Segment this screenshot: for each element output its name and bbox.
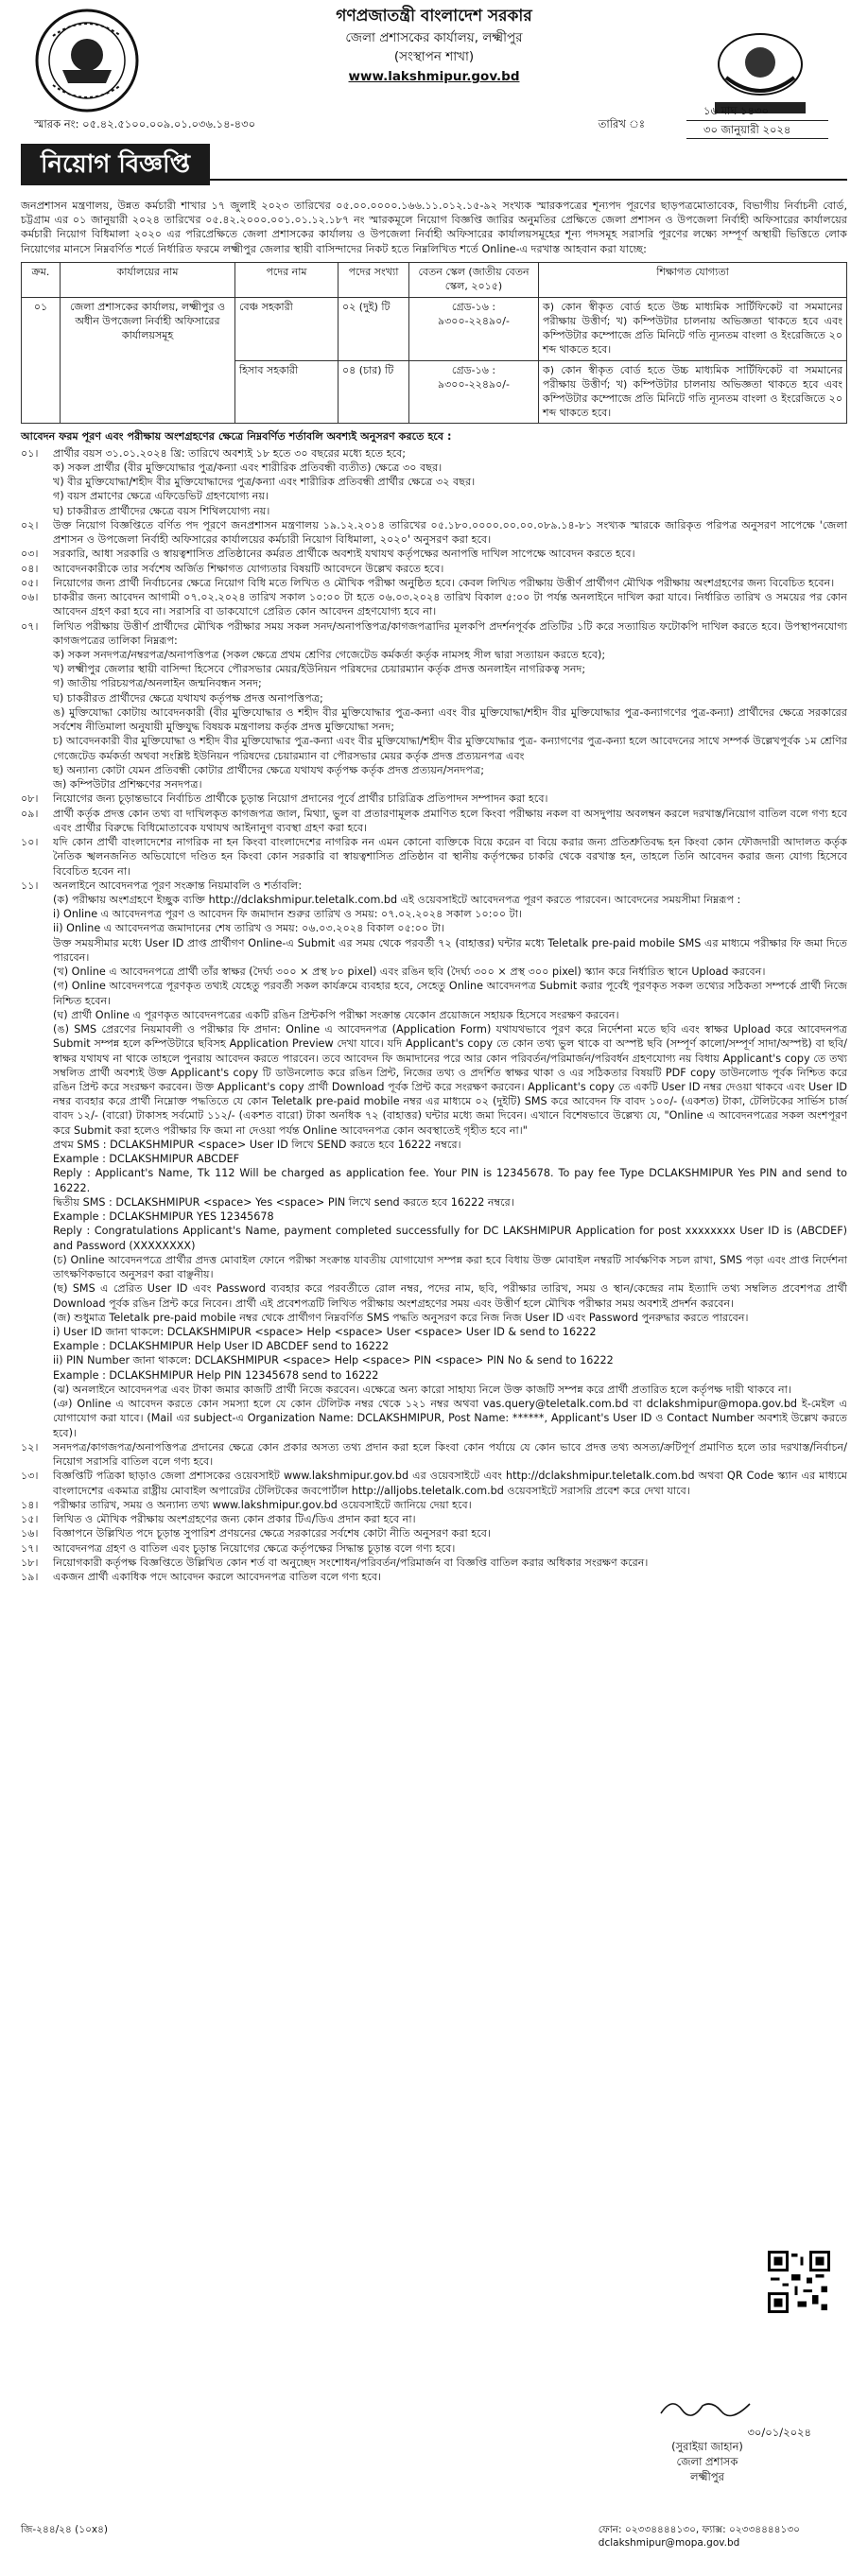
scale-cell <box>409 360 539 424</box>
condition-line: (ঝ) অনলাইনে আবেদনপত্র এবং টাকা জমার কাজটি প্রার্থী নিজে করবেন। এক্ষেত্রে অন্য কারো সাহায্য নিলে উক্ত কাজটি সম্পন্ন করে প্রার্থী প্রতারিত হলে কর্তৃপক্ষ দায়ী থাকবে না। <box>53 1383 791 1396</box>
condition-body <box>53 1556 847 1570</box>
banner-row <box>21 142 847 195</box>
condition-line: পরীক্ষার তারিখ, সময় ও অন্যান্য তথ্য www.lakshmipur.gov.bd ওয়েবসাইটে জানিয়ে দেয়া হবে। <box>53 1498 472 1511</box>
condition-item <box>21 590 847 618</box>
condition-number: ১৫। <box>21 1513 39 1526</box>
condition-line: (চ) Online আবেদনপত্রে প্রার্থীর প্রদত্ত মোবাইল ফোনে পরীক্ষা সংক্রান্ত যাবতীয় যোগাযোগ সম্পন্ন করা হবে বিধায় উক্ত মোবাইল নম্বরটি সার্বক্ষণিক সচল রাখা, SMS পড়া এবং প্রাপ্ত নির্দেশনা তাৎক্ষণিকভাবে অনুসরণ করা বাঞ্ছনীয়। <box>53 1253 847 1281</box>
phone-text: ফোন: ০২৩৩৪৪৪৪১৩০, ফ্যাক্স: ০২৩৩৪৪৪৪১৩০ <box>598 2524 800 2535</box>
col-header-count: পদের সংখ্যা <box>339 262 409 297</box>
col-header-serial: ক্রম. <box>22 262 61 297</box>
date-bangla: ১৬ মাঘ ১৪৩০ <box>686 102 828 121</box>
condition-line: আবেদনপত্র গ্রহণ ও বাতিল এবং চূড়ান্ত নিয়োগের ক্ষেত্রে কর্তৃপক্ষের সিদ্ধান্ত চূড়ান্ত বলে গণ্য হবে। <box>53 1541 456 1555</box>
condition-line: বিজ্ঞপ্তিটি পত্রিকা ছাড়াও জেলা প্রশাসকের ওয়েবসাইট www.lakshmipur.gov.bd এর ওয়েবসাইটে এবং http://dclakshmipur.teletalk.com.bd অথবা QR Code স্ক্যান এর মাধ্যমে বাংলাদেশের একমাত্র রাষ্ট্রীয় মোবাইল অপারেটর টেলিটকের জবপোর্টাল http://alljobs.teletalk.com.bd ওয়েবসাইটে সরাসরি প্রবেশ করে দেখা যাবে। <box>53 1470 847 1497</box>
condition-item <box>21 547 847 561</box>
condition-line: প্রার্থী কর্তৃক প্রদত্ত কোন তথ্য বা দাখিলকৃত কাগজপত্র জাল, মিথ্যা, ভুল বা প্রতারণামূলক প্রমাণিত হলে কিংবা পরীক্ষায় নকল বা অসদুপায় অবলম্বন করলে দরখাস্ত/নিয়োগ বাতিল বলে গণ্য হবে এবং প্রার্থীর বিরুদ্ধে বিধিমোতাবেক যথাযথ আইনানুগ ব্যবস্থা গ্রহণ করা হবে। <box>53 807 847 834</box>
condition-line: (ঞ) Online এ আবেদন করতে কোন সমস্যা হলে যে কোন টেলিটক নম্বর থেকে ১২১ নম্বর অথবা vas.query@teletalk.com.bd বা dclakshmipur@mopa.gov.bd ই-মেইল এ যোগাযোগ করা যাবে। (Mail এর subject-এ Organization Name: DCLAKSHMIPUR, Post Name: ******, Applicant's User ID ও Contact Number অবশ্যই উল্লেখ করতে হবে)। <box>53 1398 847 1439</box>
condition-body <box>53 1526 847 1540</box>
scale-cell <box>409 297 539 360</box>
condition-line: গ) জাতীয় পরিচয়পত্র/অনলাইন জন্মনিবন্ধন সনদ; <box>53 677 262 690</box>
condition-line: Example : DCLAKSHMIPUR ABCDEF <box>53 1153 240 1166</box>
condition-line: নিয়োগকারী কর্তৃপক্ষ বিজ্ঞপ্তিতে উল্লিখিত কোন শর্ত বা অনুচ্ছেদ সংশোধন/পরিবর্তন/পরিমার্জন বা বিজ্ঞপ্তি বাতিল করার অধিকার সংরক্ষণ করেন। <box>53 1556 649 1569</box>
condition-body <box>53 619 847 792</box>
condition-line: Example : DCLAKSHMIPUR Help PIN 12345678 send to 16222 <box>53 1368 379 1382</box>
condition-body <box>53 1469 847 1497</box>
conditions-list <box>21 446 847 1585</box>
condition-line: যদি কোন প্রার্থী বাংলাদেশের নাগরিক না হন কিংবা বাংলাদেশের নাগরিক নন এমন কোনো ব্যক্তিকে বিয়ে করেন বা বিয়ে করার জন্য প্রতিশ্রুতিবদ্ধ হন কিংবা কোন ফৌজদারী আদালত কর্তৃক নৈতিক স্খলনজনিত অভিযোগে দণ্ডিত হন কিংবা কোন সরকারি বা স্বায়ত্বশাসিত প্রতিষ্ঠান বা স্থানীয় কর্তৃপক্ষের চাকরি থেকে বরখাস্ত হন, তাহলে তিনি আবেদন করার জন্য যোগ্য হিসেবে বিবেচিত হবেন না। <box>53 836 847 878</box>
condition-number: ১৩। <box>21 1470 39 1483</box>
condition-line: Example : DCLAKSHMIPUR Help User ID ABCDEF send to 16222 <box>53 1340 390 1353</box>
date-english: ৩০ জানুয়ারী ২০২৪ <box>686 121 828 140</box>
condition-line: (ঘ) প্রার্থী Online এ পূরণকৃত আবেদনপত্রের একটি রঙিন প্রিন্টকপি পরীক্ষা সংক্রান্ত যেকোন প্রয়োজনে সহায়ক হিসেবে সংরক্ষণ করবেন। <box>53 1008 619 1021</box>
condition-item <box>21 792 847 806</box>
conditions-heading: আবেদন ফরম পূরণ এবং পরীক্ষায় অংশগ্রহণের ক্ষেত্রে নিম্নবর্ণিত শর্তাবলি অবশ্যই অনুসরণ করতে হবে : <box>21 430 452 444</box>
intro-paragraph: জনপ্রশাসন মন্ত্রণালয়, উন্নত কর্মচারী শাখার ১৭ জুলাই ২০২৩ তারিখের ০৫.০০.০০০০.১৬৬.১১.০১২.১৫-৯২ সংখ্যক স্মারকপত্রের শূন্যপদ পূরণের ছাড়পত্রমোতাবেক, বিভাগীয় নির্বাচনী বোর্ড, চট্টগ্রাম এর ০১ জানুয়ারী ২০২৪ তারিখের ০৫.৪২.২০০০.০০১.০১.১২.১৮৭ নং স্মারকমূলে নিয়োগ বিজ্ঞপ্তি জারির অনুমতির প্রেক্ষিতে জেলা প্রশাসন ও উপজেলা নির্বাহী অফিসারের কার্যালয়ের কর্মচারী নিয়োগ বিধিমালা ২০২০ এর পরিপ্রেক্ষিতে জেলা প্রশাসকের কার্যালয় ও উপজেলা নির্বাহী অফিসারের কার্যালয়সমূহের শূন্য পদসমূহ সরাসরি পূরণের লক্ষ্যে সম্পূর্ণ অস্থায়ী ভিত্তিতে লোক নিয়োগের মানসে নিম্নবর্ণিত শর্তে নির্ধারিত ফরমে লক্ষ্মীপুর জেলার স্থায়ী বাসিন্দাদের নিকট হতে নিম্নলিখিত শর্তে Online-এ দরখাস্ত আহবান করা যাচ্ছে: <box>21 200 847 255</box>
condition-body <box>53 562 847 576</box>
condition-item <box>21 562 847 576</box>
letter-header <box>21 0 847 142</box>
condition-item <box>21 807 847 835</box>
count-cell: ০২ (দুই) টি <box>339 297 409 360</box>
signatory-name: (সুরাইয়া জাহান) <box>671 2440 743 2454</box>
condition-number: ১৪। <box>21 1498 39 1511</box>
circular-banner: নিয়োগ বিজ্ঞপ্তি <box>21 144 210 185</box>
condition-item <box>21 879 847 1440</box>
condition-line: লিখিত পরীক্ষায় উত্তীর্ণ প্রার্থীদের মৌখিক পরীক্ষার সময় সকল সনদ/অনাপত্তিপত্র/কাগজপত্রাদির মূলকপি প্রদর্শনপূর্বক প্রতিটির ১টি করে সত্যায়িত ফটোকপি দাখিল করতে হবে। উপস্থাপনযোগ্য কাগজপত্রের তালিকা নিম্নরূপ: <box>53 619 847 647</box>
condition-line: চাকরীর জন্য আবেদন আগামী ০৭.০২.২০২৪ তারিখ সকাল ১০:০০ টা হতে ০৬.০৩.২০২৪ তারিখ বিকাল ৫:০০ টা পর্যন্ত অনলাইনে দাখিল করা যাবে। নির্ধারিত তারিখ ও সময়ের পর কোন আবেদন গ্রহণ করা হবে না। সরাসরি বা ডাকযোগে প্রেরিত কোন আবেদন গ্রহণযোগ্য হবে না। <box>53 591 847 618</box>
condition-line: একজন প্রার্থী একাধিক পদে আবেদন করলে আবেদনপত্র বাতিল বলে গণ্য হবে। <box>53 1570 382 1583</box>
condition-line: ঙ) মুক্তিযোদ্ধা কোটায় আবেদনকারী (বীর মুক্তিযোদ্ধার ও শহীদ বীর মুক্তিযোদ্ধার পুত্র-কন্যা এবং বীর মুক্তিযোদ্ধা/শহীদ বীর মুক্তিযোদ্ধার পুত্র-কন্যাগণের পুত্র-কন্যা) প্রার্থীদের ক্ষেত্রে সরকারের সর্বশেষ নীতিমালা অনুযায়ী মুক্তিযুদ্ধ বিষয়ক মন্ত্রণালয় কর্তৃক প্রদত্ত মুক্তিযোদ্ধা সনদ; <box>53 705 847 734</box>
condition-number: ১৮। <box>21 1556 39 1569</box>
qualification-cell: ক) কোন স্বীকৃত বোর্ড হতে উচ্চ মাধ্যমিক সার্টিফিকেট বা সমমানের পরীক্ষায় উত্তীর্ণ; খ) কম্পিউটার চালনায় অভিজ্ঞতা থাকতে হবে এবং কম্পিউটার কম্পোজে প্রতি মিনিটে গতি ন্যূনতম বাংলা ও ইংরেজিতে ২০ শব্দ থাকতে হবে। <box>539 360 847 424</box>
condition-line: ঘ) চাকরীরত প্রার্থীদের ক্ষেত্রে যথাযথ কর্তৃপক্ষ প্রদত্ত অনাপত্তিপত্র; <box>53 691 323 705</box>
col-header-office: কার্যালয়ের নাম <box>61 262 235 297</box>
condition-number: ০৩। <box>21 548 39 561</box>
scale-text: ৯৩০০-২২৪৯০/- <box>438 377 510 391</box>
serial-cell: ০১ <box>22 297 61 424</box>
condition-number: ১২। <box>21 1440 39 1453</box>
condition-line: i) Online এ আবেদনপত্র পূরণ ও আবেদন ফি জমাদান শুরুর তারিখ ও সময়: ০৭.০২.২০২৪ সকাল ১০:০০ টা। <box>53 908 523 921</box>
condition-number: ১৬। <box>21 1527 39 1540</box>
condition-body <box>53 1570 847 1584</box>
condition-body <box>53 879 847 1440</box>
grade-text: গ্রেড-১৬ : <box>451 300 496 313</box>
condition-item <box>21 446 847 518</box>
condition-number: ১০। <box>21 836 39 849</box>
condition-line: (খ) Online এ আবেদনপত্রে প্রার্থী তাঁর স্বাক্ষর (দৈর্ঘ্য ৩০০ × প্রস্থ ৮০ pixel) এবং রঙিন ছবি (দৈর্ঘ্য ৩০০ × প্রস্থ ৩০০ pixel) স্ক্যান করে নির্ধারিত স্থানে Upload করবেন। <box>53 966 766 979</box>
issue-date <box>686 102 828 139</box>
condition-line: খ) লক্ষ্মীপুর জেলার স্থায়ী বাসিন্দা হিসেবে পৌরসভার মেয়র/ইউনিয়ন পরিষদের চেয়ারম্যান কর্তৃক প্রদত্ত অনলাইন নাগরিকত্ব সনদ; <box>53 663 586 676</box>
condition-body <box>53 1440 847 1469</box>
condition-line: গ) বয়স প্রমাণের ক্ষেত্রে এফিডেভিট গ্রহণযোগ্য নয়। <box>53 490 269 503</box>
condition-item <box>21 619 847 792</box>
condition-line: নিয়োগের জন্য প্রার্থী নির্বাচনের ক্ষেত্রে নিয়োগ বিধি মতে লিখিত ও মৌখিক পরীক্ষা অনুষ্ঠিত হবে। কেবল লিখিত পরীক্ষায় উত্তীর্ণ প্রার্থীগণ মৌখিক পরীক্ষায় অংশগ্রহণের জন্য বিবেচিত হবেন। <box>53 576 835 589</box>
condition-line: (ঙ) SMS প্রেরণের নিয়মাবলী ও পরীক্ষার ফি প্রদান: Online এ আবেদনপত্র (Application Form) যথাযথভাবে পূরণ করে নির্দেশনা মতে ছবি এবং স্বাক্ষর Upload করে আবেদনপত্র Submit সম্পন্ন হলে কম্পিউটারে ছবিসহ Application Preview দেখা যাবে। যদি Applicant's copy তে কোন তথ্য ভুল থাকে বা অস্পষ্ট ছবি (সম্পূর্ণ কালো/সম্পূর্ণ সাদা/অস্পষ্ট) বা ছবি/স্বাক্ষর যথাযথ না থাকে তাহলে পুনরায় আবেদন করতে পারবেন। তবে আবেদন ফি জমাদানের পরে আর কোন পরিবর্তন/পরিমার্জন/পরিবর্ধন গ্রহণযোগ্য নয় বিধায় Applicant's copy তে তথ্য সম্বলিত প্রার্থী অবশ্যই উক্ত Applicant's copy টি ডাউনলোড করে রঙিন প্রিন্ট, নিজের তথ্য ও প্রদর্শিত স্বাক্ষর থাকা ও এর সঠিকতার বিষয়টি PDF copy ডাউনলোড পূর্বক নিশ্চিত করে রঙিন প্রিন্ট করে সংরক্ষণ করবেন। উক্ত Applicant's copy প্রার্থী Download পূর্বক প্রিন্ট করে সংরক্ষণ করবেন। Applicant's copy তে একটি User ID নম্বর দেওয়া থাকবে এবং User ID নম্বর ব্যবহার করে প্রার্থী নিম্নোক্ত পদ্ধতিতে যে কোন Teletalk pre-paid mobile নম্বর এর মাধ্যমে ০২ (দুইটি) SMS করে আবেদন ফি বাবদ ১০০/- (একশত) টাকা, টেলিটকের সার্ভিস চার্জ বাবদ ১২/- (বারো) টাকাসহ সর্বমোট ১১২/- (একশত বারো) টাকা অনধিক ৭২ (বাহাত্তর) ঘন্টার মধ্যে জমা দিবেন। এখানে বিশেষভাবে উল্লেখ্য যে, "Online এ আবেদনপত্রের সকল অংশপূরণ করে Submit করা হলেও পরীক্ষার ফি জমা না দেওয়া পর্যন্ত Online আবেদনপত্র কোন অবস্থাতেই গৃহীত হবে না।" <box>53 1023 847 1137</box>
condition-line: চ) আবেদনকারী বীর মুক্তিযোদ্ধা ও শহীদ বীর মুক্তিযোদ্ধার পুত্র-কন্যা এবং বীর মুক্তিযোদ্ধা/শহীদ বীর মুক্তিযোদ্ধার পুত্র- কন্যাগণের পুত্র-কন্যা হলে আবেদনের সাথে সম্পর্ক উল্লেখপূর্বক ১ম শ্রেণির গেজেটেড কর্মকর্তা অথবা সংশ্লিষ্ট ইউনিয়ন পরিষদের চেয়ারম্যান বা পৌরসভার মেয়র কর্তৃক প্রদত্ত প্রত্যয়নপত্র এবং <box>53 735 847 762</box>
condition-body <box>53 807 847 835</box>
condition-line: প্রথম SMS : DCLAKSHMIPUR <space> User ID লিখে SEND করতে হবে 16222 নম্বরে। <box>53 1138 461 1151</box>
condition-number: ০৫। <box>21 576 39 589</box>
condition-item <box>21 1469 847 1497</box>
condition-line: Example : DCLAKSHMIPUR YES 12345678 <box>53 1210 274 1224</box>
condition-line: (ক) পরীক্ষায় অংশগ্রহণে ইচ্ছুক ব্যক্তি http://dclakshmipur.teletalk.com.bd এই ওয়েবসাইটে আবেদনপত্র পূরণ করতে পারবেন। আবেদনের সময়সীমা নিম্নরূপ : <box>53 893 741 906</box>
website-link[interactable]: www.lakshmipur.gov.bd <box>348 68 520 84</box>
contact-info <box>599 2523 800 2550</box>
condition-body <box>53 1512 847 1526</box>
condition-line: i) User ID জানা থাকলে: DCLAKSHMIPUR <space> Help <space> User <space> User ID & send to 16222 <box>53 1326 597 1338</box>
table-header-row <box>22 262 847 297</box>
col-header-qualification: শিক্ষাগত যোগ্যতা <box>539 262 847 297</box>
condition-line: বিজ্ঞাপনে উল্লিখিত পদে চূড়ান্ত সুপারিশ প্রণয়নের ক্ষেত্রে সরকারের সর্বশেষ কোটা নীতি অনুসরণ করা হবে। <box>53 1527 491 1540</box>
table-row <box>22 297 847 360</box>
section-name: (সংস্থাপন শাখা) <box>393 49 475 65</box>
office-name: জেলা প্রশাসকের কার্যালয়, লক্ষ্মীপুর <box>345 30 523 46</box>
count-cell: ০৪ (চার) টি <box>339 360 409 424</box>
date-label: তারিখ ঃ <box>598 117 645 131</box>
condition-line: লিখিত ও মৌখিক পরীক্ষায় অংশগ্রহণের জন্য কোন প্রকার টিএ/ডিএ প্রদান করা হবে না। <box>53 1513 416 1526</box>
condition-body <box>53 518 847 547</box>
condition-number: ০৪। <box>21 562 39 575</box>
condition-body <box>53 835 847 879</box>
condition-line: আবেদনকারীকে তার সর্বশেষ অর্জিত শিক্ষাগত যোগ্যতার বিষয়টি আবেদনে উল্লেখ করতে হবে। <box>53 562 444 575</box>
condition-number: ১১। <box>21 879 39 892</box>
condition-line: প্রার্থীর বয়স ৩১.০১.২০২৪ খ্রি: তারিখে অবশ্যই ১৮ হতে ৩০ বছরের মধ্যে হতে হবে; <box>53 446 407 460</box>
signature-block <box>603 2393 811 2484</box>
condition-number: ০৭। <box>21 619 39 633</box>
signatory-district: লক্ষ্মীপুর <box>690 2469 724 2483</box>
condition-body <box>53 1498 847 1512</box>
condition-line: ঘ) চাকরীরত প্রার্থীদের ক্ষেত্রে বয়স শিথিলযোগ্য নয়। <box>53 504 270 517</box>
condition-line: Reply : Applicant's Name, Tk 112 Will be charged as application fee. Your PIN is 12345678. To pay fee Type DCLAKSHMIPUR Yes PIN and send to 16222. <box>53 1167 847 1194</box>
scale-text: ৯৩০০-২২৪৯০/- <box>438 314 510 327</box>
grade-text: গ্রেড-১৬ : <box>451 363 496 376</box>
condition-line: Reply : Congratulations Applicant's Name, payment completed successfully for DC LAKSHMIPUR Application for post xxxxxxxx User ID is (ABCDEF) and Password (XXXXXXXX) <box>53 1225 847 1252</box>
condition-line: অনলাইনে আবেদনপত্র পূরণ সংক্রান্ত নিয়মাবলি ও শর্তাবলি: <box>53 879 303 892</box>
condition-number: ০৬। <box>21 591 39 604</box>
condition-number: ০১। <box>21 446 39 460</box>
condition-item <box>21 576 847 590</box>
condition-item <box>21 1512 847 1526</box>
col-header-post: পদের নাম <box>235 262 339 297</box>
condition-line: ক) সকল প্রার্থীর (বীর মুক্তিযোদ্ধার পুত্র/কন্যা এবং শারীরিক প্রতিবন্ধী ব্যতীত) ক্ষেত্রে ৩০ বছর। <box>53 461 443 474</box>
post-cell: বেঞ্চ সহকারী <box>235 297 339 360</box>
condition-item <box>21 1498 847 1512</box>
condition-line: দ্বিতীয় SMS : DCLAKSHMIPUR <space> Yes <space> PIN লিখে send করতে হবে 16222 নম্বরে। <box>53 1195 514 1209</box>
condition-body <box>53 547 847 561</box>
condition-number: ১৯। <box>21 1570 39 1583</box>
condition-body <box>53 792 847 806</box>
col-header-scale: বেতন স্কেল (জাতীয় বেতন স্কেল, ২০১৫) <box>409 262 539 297</box>
posts-table <box>21 262 847 425</box>
condition-line: সরকারি, আধা সরকারি ও স্বায়ত্বশাসিত প্রতিষ্ঠানের কর্মরত প্রার্থীকে অবশ্যই যথাযথ কর্তৃপক্ষের অনাপত্তি দাখিল সাপেক্ষে আবেদন করতে হবে। <box>53 548 635 561</box>
signatory-designation: জেলা প্রশাসক <box>676 2454 738 2468</box>
email-link[interactable]: dclakshmipur@mopa.gov.bd <box>598 2537 740 2550</box>
qualification-cell: ক) কোন স্বীকৃত বোর্ড হতে উচ্চ মাধ্যমিক সার্টিফিকেট বা সমমানের পরীক্ষায় উত্তীর্ণ; খ) কম্পিউটার চালনায় অভিজ্ঞতা থাকতে হবে এবং কম্পিউটার কম্পোজে প্রতি মিনিটে গতি ন্যূনতম বাংলা ও ইংরেজিতে ২০ শব্দ থাকতে হবে। <box>539 297 847 360</box>
signature-date: ৩০/০১/২০২৪ <box>747 2425 811 2439</box>
condition-item <box>21 1440 847 1469</box>
condition-line: উক্ত নিয়োগ বিজ্ঞপ্তিতে বর্ণিত পদ পূরণে জনপ্রশাসন মন্ত্রণালয় ১৯.১২.২০১৪ তারিখের ০৫.১৮০.০০০০.০০.০০.০৮৯.১৪-৮১ সংখ্যক স্মারকে জারিকৃত পরিপত্র অনুসরণ সাপেক্ষে 'জেলা প্রশাসন ও উপজেলা নির্বাহী অফিসারের কার্যালয়ের কর্মচারী নিয়োগ বিধিমালা, ২০২০' অনুসরণ করা হবে। <box>53 518 847 547</box>
post-cell: হিসাব সহকারী <box>235 360 339 424</box>
condition-line: ছ) অন্যান্য কোটা যেমন প্রতিবন্ধী কোটার প্রার্থীদের ক্ষেত্রে যথাযথ কর্তৃপক্ষ কর্তৃক প্রদত্ত প্রত্যয়ন/সনদপত্র; <box>53 763 484 776</box>
condition-body <box>53 576 847 590</box>
condition-line: সনদপত্র/কাগজপত্র/অনাপত্তিপত্র প্রদানের ক্ষেত্রে কোন প্রকার অসত্য তথ্য প্রদান করা হলে কিংবা কোন পর্যায়ে যে কোন ভাবে প্রদত্ত তথ্য অসত্য/ক্রটিপূর্ণ প্রমাণিত হলে তার দরখাস্ত/নির্বাচন/নিয়োগ সরাসরি বাতিল বলে গণ্য হবে। <box>53 1440 847 1469</box>
condition-line: (গ) Online আবেদনপত্রে পূরণকৃত তথ্যই যেহেতু পরবর্তী সকল কার্যক্রমে ব্যবহার হবে, সেহেতু Online আবেদনপত্র Submit করার পূর্বেই পূরণকৃত সকল তথ্যের সঠিকতা সম্পর্কে প্রার্থী নিজে নিশ্চিত হবেন। <box>53 980 847 1007</box>
condition-item <box>21 1556 847 1570</box>
condition-number: ১৭। <box>21 1541 39 1555</box>
condition-line: ক) সকল সনদপত্র/নম্বরপত্র/অনাপত্তিপত্র (সকল ক্ষেত্রে প্রথম শ্রেণির গেজেটেড কর্মকর্তা কর্তৃক নামসহ সীল দ্বারা সত্যায়ন করতে হবে); <box>53 648 606 661</box>
signature-icon <box>655 2393 759 2421</box>
condition-number: ০৯। <box>21 807 39 820</box>
office-cell: জেলা প্রশাসকের কার্যালয়, লক্ষ্মীপুর ও অধীন উপজেলা নির্বাহী অফিসারের কার্যালয়সমূহ <box>61 297 235 424</box>
condition-line: (ছ) SMS এ প্রেরিত User ID এবং Password ব্যবহার করে পরবর্তীতে রোল নম্বর, পদের নাম, ছবি, পরীক্ষার তারিখ, সময় ও স্থান/কেন্দ্রের নাম ইত্যাদি তথ্য সম্বলিত প্রবেশপত্র প্রার্থী Download পূর্বক রঙিন প্রিন্ট করে নিবেন। প্রার্থী এই প্রবেশপত্রটি লিখিত পরীক্ষায় অংশগ্রহণের সময় এবং উত্তীর্ণ হলে মৌখিক পরীক্ষার সময় অবশ্যই প্রদর্শন করবেন। <box>53 1282 847 1310</box>
divider <box>210 179 847 181</box>
condition-item <box>21 835 847 879</box>
condition-item <box>21 518 847 547</box>
condition-body <box>53 590 847 618</box>
condition-item <box>21 1526 847 1540</box>
condition-body <box>53 1541 847 1556</box>
print-memo: জি-২৪৪/২৪ (১০x৪) <box>21 2524 109 2535</box>
condition-item <box>21 1570 847 1584</box>
condition-line: উক্ত সময়সীমার মধ্যে User ID প্রাপ্ত প্রার্থীগণ Online-এ Submit এর সময় থেকে পরবর্তী ৭২ (বাহাত্তর) ঘন্টার মধ্যে Teletalk pre-paid mobile SMS এর মাধ্যমে পরীক্ষার ফি জমা দিতে পারবেন। <box>53 936 847 964</box>
qr-code-icon[interactable] <box>768 2251 830 2313</box>
condition-line: নিয়োগের জন্য চূড়ান্তভাবে নির্বাচিত প্রার্থীকে চূড়ান্ত নিয়োগ প্রদানের পূর্বে প্রার্থীর চারিত্রিক প্রতিপাদন সম্পাদন করা হবে। <box>53 792 548 806</box>
condition-item <box>21 1541 847 1556</box>
memo-number: স্মারক নং: ০৫.৪২.৫১০০.০০৯.০১.০৩৬.১৪-৪৩০ <box>34 117 256 131</box>
condition-line: জ) কম্পিউটার প্রশিক্ষণের সনদপত্র। <box>53 778 202 792</box>
condition-number: ০৮। <box>21 792 39 806</box>
condition-body <box>53 446 847 518</box>
condition-number: ০২। <box>21 518 39 531</box>
condition-line: খ) বীর মুক্তিযোদ্ধা/শহীদ বীর মুক্তিযোদ্ধাদের পুত্র/কন্যা এবং শারীরিক প্রতিবন্ধী প্রার্থীর ক্ষেত্রে ৩২ বছর। <box>53 476 476 489</box>
government-title: গণপ্রজাতন্ত্রী বাংলাদেশ সরকার <box>336 7 532 26</box>
condition-line: ii) PIN Number জানা থাকলে: DCLAKSHMIPUR <space> Help <space> PIN <space> PIN No & send to 16222 <box>53 1354 614 1367</box>
condition-line: ii) Online এ আবেদনপত্র জমাদানের শেষ তারিখ ও সময়: ০৬.০৩.২০২৪ বিকাল ০৫:০০ টা। <box>53 922 445 935</box>
condition-line: (জ) শুধুমাত্র Teletalk pre-paid mobile নম্বর থেকে প্রার্থীগণ নিম্নবর্ণিত SMS পদ্ধতি অনুসরণ করে নিজ নিজ User ID এবং Password পুনরুদ্ধার করতে পারবেন। <box>53 1311 749 1324</box>
